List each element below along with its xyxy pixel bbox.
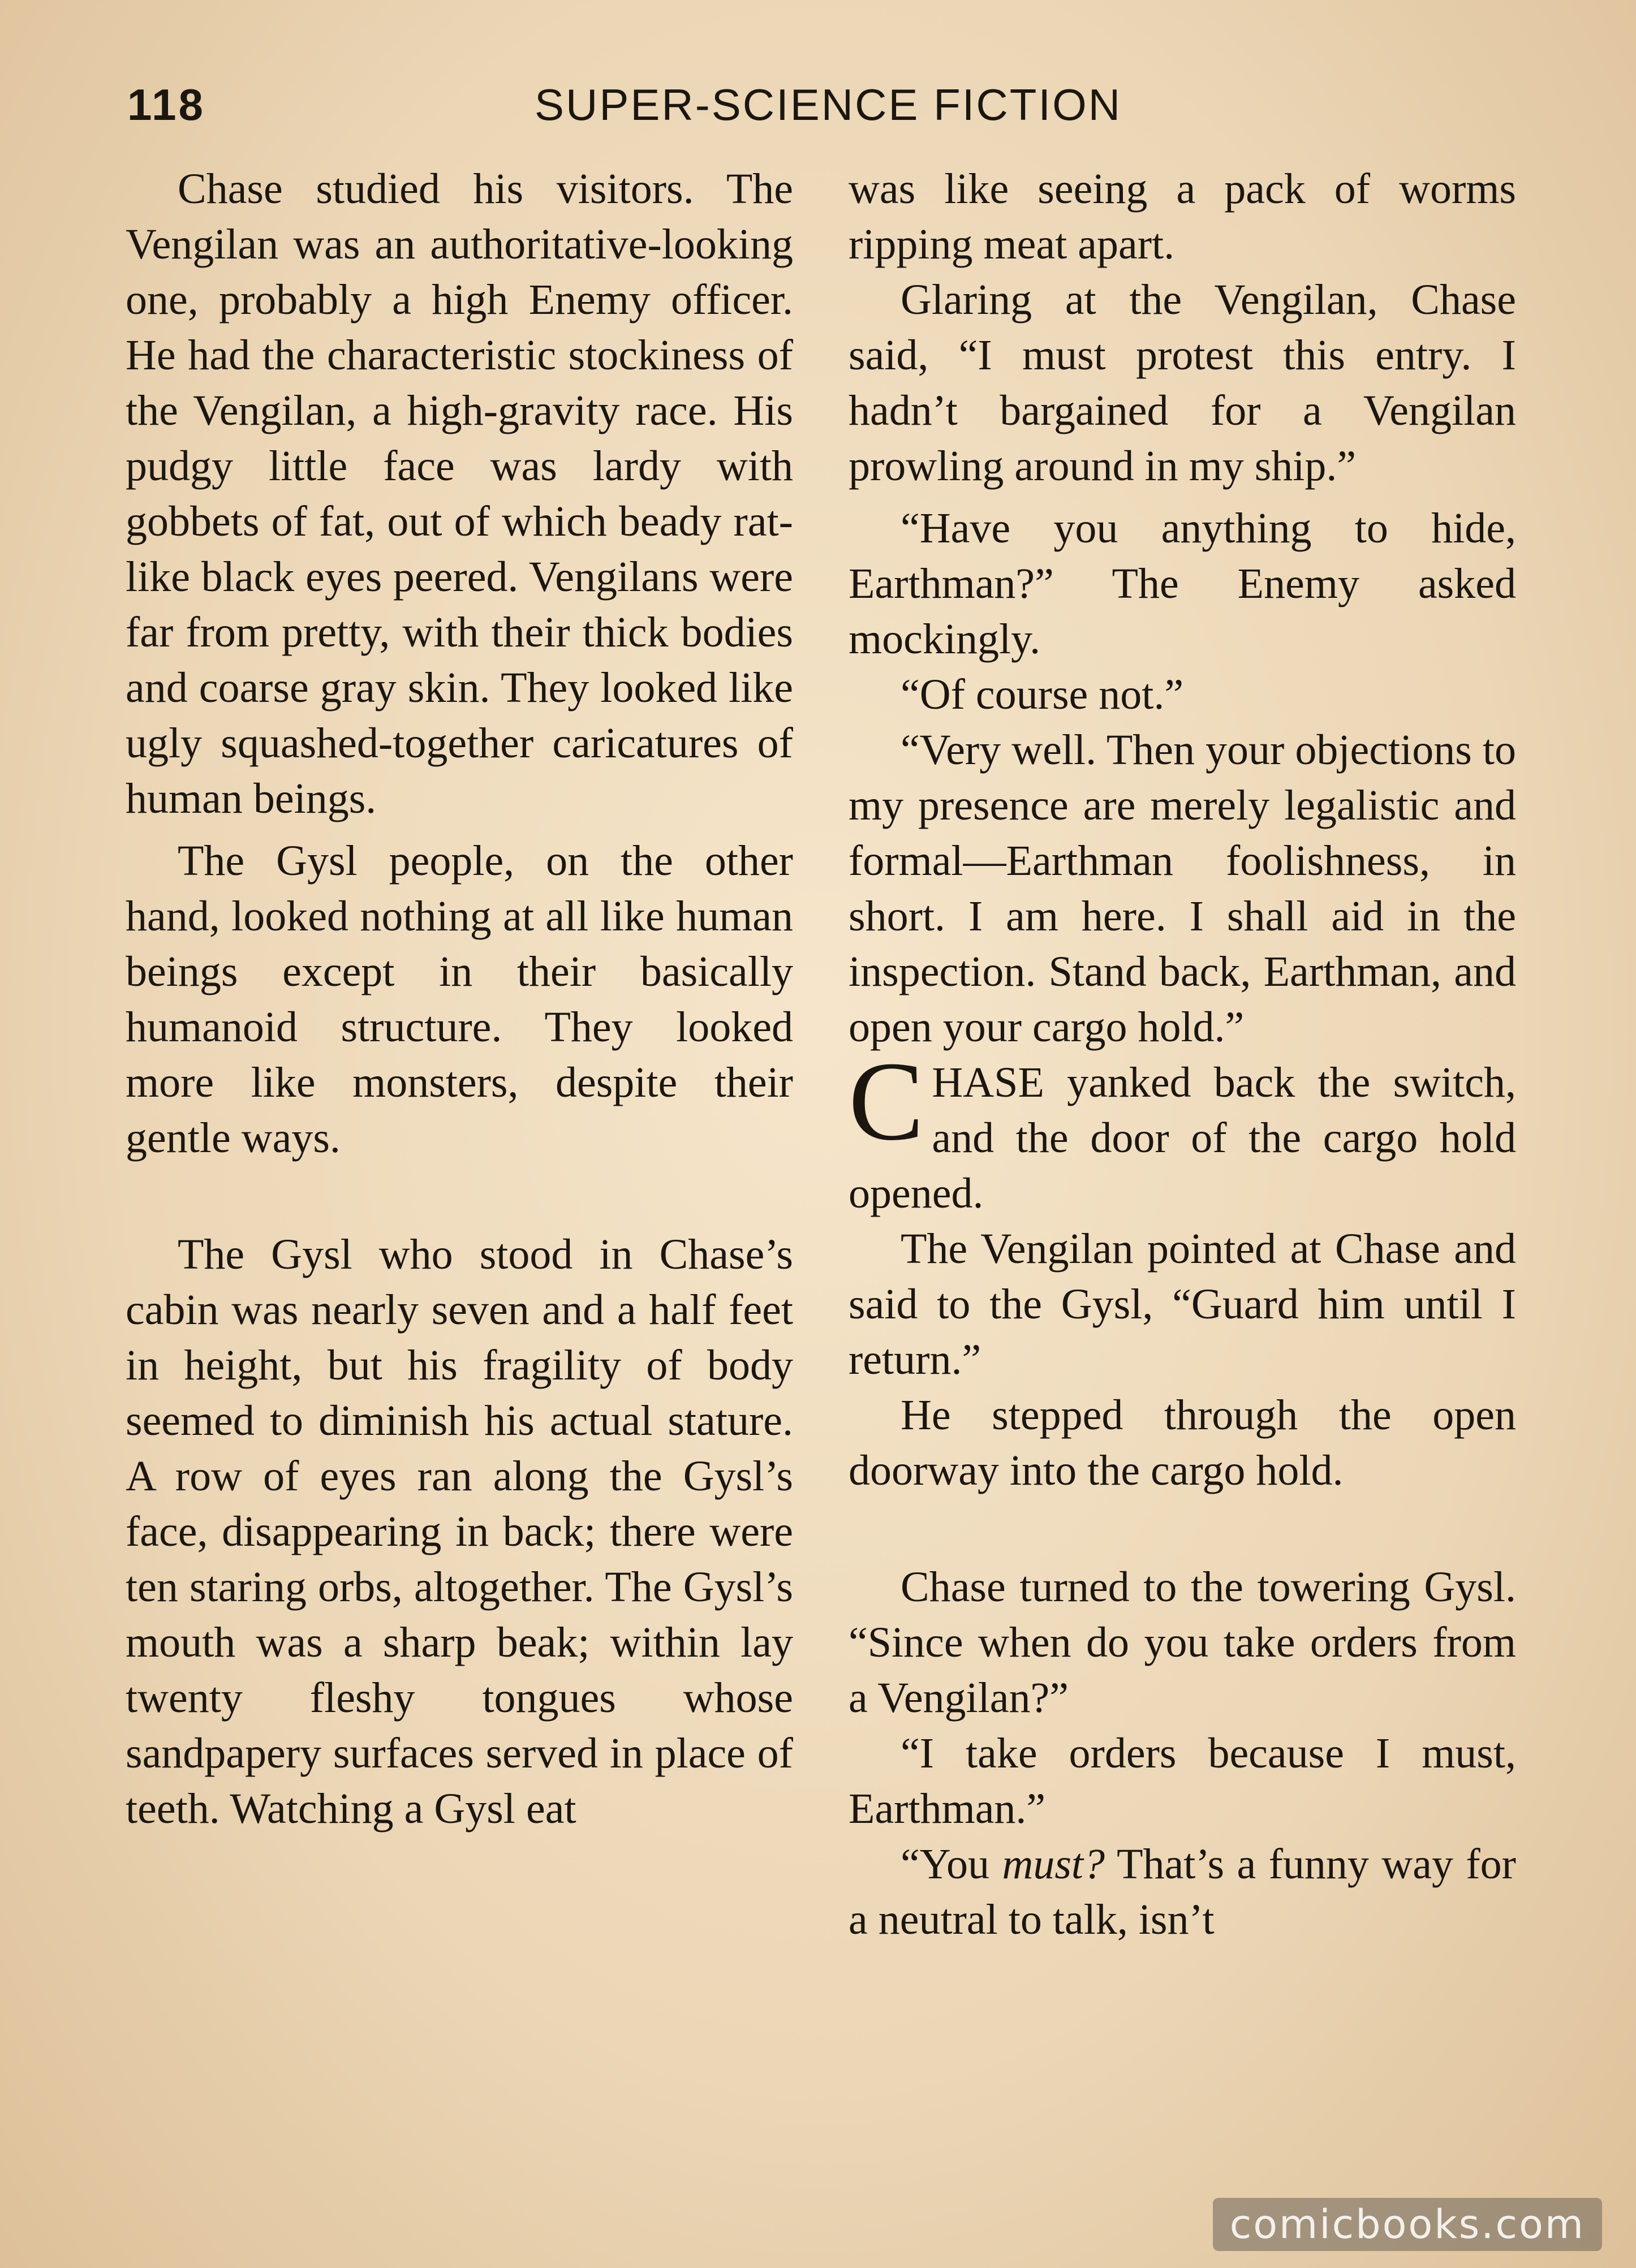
paragraph: “Of course not.”	[901, 671, 1184, 718]
paragraph: Glaring at the Vengilan, Chase said, “I must protest this entry. I hadn’t bargained for a Vengilan prowling around in my ship.”	[849, 276, 1516, 490]
paragraph	[849, 1836, 1516, 1947]
watermark: comicbooks.com	[1213, 2198, 1602, 2251]
page-header	[127, 79, 1519, 141]
paragraph-text: yanked back the switch, and the door of the cargo hold opened.	[849, 1059, 1516, 1217]
paragraph: “Have you anything to hide, Earthman?” The Enemy asked mockingly.	[849, 505, 1516, 663]
paragraph-text: That’s a funny way for a neutral to talk, isn’t	[849, 1840, 1516, 1943]
paragraph: Chase turned to the towering Gysl. “Since when do you take orders from a Vengilan?”	[849, 1563, 1516, 1722]
paragraph-text: “You	[901, 1840, 1002, 1888]
drop-cap: C	[849, 1039, 924, 1164]
paragraph: The Gysl people, on the other hand, looked nothing at all like human beings except in their basically humanoid structure. They looked more like monsters, despite their gentle ways.	[126, 837, 793, 1162]
small-caps-lead: HASE	[932, 1059, 1044, 1106]
emphasis: must?	[1002, 1840, 1105, 1888]
paragraph: The Vengilan pointed at Chase and said to the Gysl, “Guard him until I return.”	[849, 1225, 1516, 1383]
left-column	[126, 161, 793, 1836]
paragraph: “Very well. Then your objections to my presence are merely legalistic and formal—Earthman foolishness, in short. I am here. I shall aid in the inspection. Stand back, Earthman, and open your cargo hold.”	[849, 726, 1516, 1051]
running-title: SUPER-SCIENCE FICTION	[535, 80, 1122, 130]
right-column	[849, 161, 1516, 1947]
paragraph: He stepped through the open doorway into the cargo hold.	[849, 1391, 1516, 1494]
paragraph: The Gysl who stood in Chase’s cabin was nearly seven and a half feet in height, but his fragility of body seemed to diminish his actual stature. A row of eyes ran along the Gysl’s face, disappearing in back; there were ten staring orbs, altogether. The Gysl’s mouth was a sharp beak; within lay twenty fleshy tongues whose sandpapery surfaces served in place of teeth. Watching a Gysl eat	[126, 1231, 793, 1832]
paragraph: Chase studied his visitors. The Vengilan was an authoritative-looking one, probably a high Enemy officer. He had the characteristic stockiness of the Vengilan, a high-gravity race. His pudgy little face was lardy with gobbets of fat, out of which beady rat-like black eyes peered. Vengilans were far from pretty, with their thick bodies and coarse gray skin. They looked like ugly squashed-together caricatures of human beings.	[126, 165, 793, 822]
paragraph: “I take orders because I must, Earthman.”	[849, 1730, 1516, 1832]
page-number: 118	[127, 80, 205, 130]
paragraph: was like seeing a pack of worms ripping meat apart.	[849, 165, 1516, 268]
section-opening-paragraph	[849, 1039, 1516, 1221]
